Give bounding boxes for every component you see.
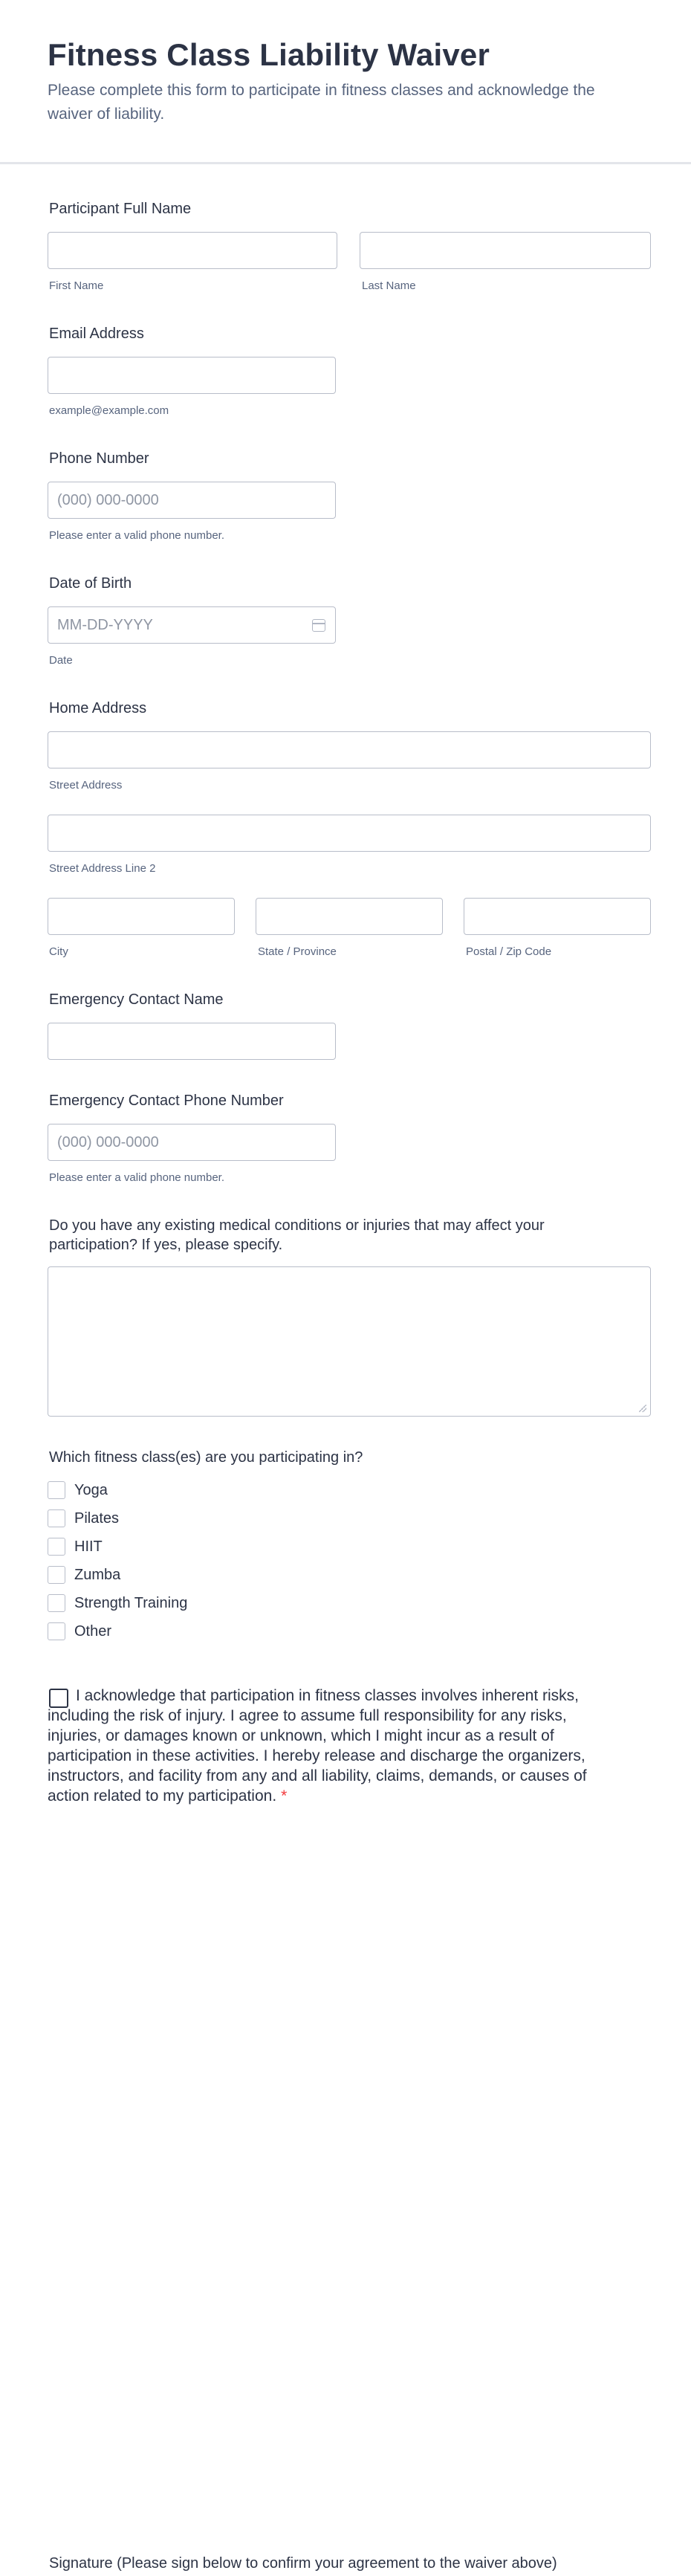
class-option-label: Strength Training	[74, 1594, 188, 1611]
medical-textarea[interactable]	[48, 1266, 651, 1417]
class-option-label: Other	[74, 1622, 112, 1640]
city-input[interactable]	[48, 898, 235, 935]
checkbox-other[interactable]	[48, 1622, 65, 1640]
form-subtitle: Please complete this form to participate in fitness classes and acknowledge the waiver of liability.	[48, 82, 595, 123]
checkbox-strength-training[interactable]	[48, 1594, 65, 1612]
class-option[interactable]	[48, 1622, 111, 1640]
emergency-phone-sublabel: Please enter a valid phone number.	[49, 1171, 224, 1184]
street-address-line2-sublabel: Street Address Line 2	[49, 862, 156, 875]
last-name-sublabel: Last Name	[362, 279, 416, 292]
address-label: Home Address	[49, 700, 147, 716]
email-sublabel: example@example.com	[49, 404, 169, 417]
email-input[interactable]	[48, 357, 336, 394]
zip-sublabel: Postal / Zip Code	[466, 945, 552, 958]
medical-label: Do you have any existing medical conditions or injuries that may affect your participation? If yes, please specify.	[49, 1217, 545, 1253]
phone-label: Phone Number	[49, 450, 149, 467]
acknowledge-text	[48, 1686, 590, 1806]
zip-input[interactable]	[464, 898, 651, 935]
class-option[interactable]	[48, 1509, 119, 1527]
phone-input[interactable]	[48, 482, 336, 519]
header-divider	[0, 162, 691, 164]
class-option-label: Pilates	[74, 1509, 120, 1527]
emergency-name-label: Emergency Contact Name	[49, 991, 224, 1008]
class-option-label: HIIT	[74, 1538, 103, 1555]
state-sublabel: State / Province	[258, 945, 337, 958]
required-mark: *	[281, 1787, 288, 1805]
street-address-line2-input[interactable]	[48, 815, 651, 852]
dob-input[interactable]	[48, 606, 336, 644]
checkbox-pilates[interactable]	[48, 1509, 65, 1527]
first-name-input[interactable]	[48, 232, 337, 269]
class-option-label: Zumba	[74, 1566, 121, 1583]
last-name-input[interactable]	[360, 232, 651, 269]
signature-label: Signature (Please sign below to confirm your agreement to the waiver above)	[49, 2555, 557, 2572]
class-option[interactable]	[48, 1594, 187, 1612]
checkbox-hiit[interactable]	[48, 1538, 65, 1556]
phone-sublabel: Please enter a valid phone number.	[49, 529, 224, 542]
class-option[interactable]	[48, 1566, 120, 1584]
emergency-name-input[interactable]	[48, 1023, 336, 1060]
state-input[interactable]	[256, 898, 443, 935]
street-address-input[interactable]	[48, 731, 651, 768]
checkbox-zumba[interactable]	[48, 1566, 65, 1584]
class-option-label: Yoga	[74, 1481, 108, 1498]
full-name-label: Participant Full Name	[49, 201, 192, 217]
class-option[interactable]	[48, 1481, 108, 1499]
city-sublabel: City	[49, 945, 68, 958]
acknowledge-label: I acknowledge that participation in fitness classes involves inherent risks, including the risk of injury. I agree to assume full responsibility for any risks, injuries, or damages known or unknown, which I might incur as a result of participation in these activities. I hereby release and discharge the organizers, instructors, and facility from any and all liability, claims, demands, or causes of action related to my participation.	[48, 1687, 587, 1805]
first-name-sublabel: First Name	[49, 279, 104, 292]
class-option[interactable]	[48, 1538, 103, 1556]
checkbox-yoga[interactable]	[48, 1481, 65, 1499]
email-label: Email Address	[49, 326, 144, 342]
calendar-icon[interactable]	[312, 619, 325, 632]
dob-label: Date of Birth	[49, 575, 132, 592]
emergency-phone-label: Emergency Contact Phone Number	[49, 1093, 284, 1109]
dob-sublabel: Date	[49, 654, 73, 667]
classes-label: Which fitness class(es) are you participating in?	[49, 1449, 363, 1466]
resize-grip-icon[interactable]	[639, 1405, 646, 1412]
street-address-sublabel: Street Address	[49, 779, 123, 792]
emergency-phone-input[interactable]	[48, 1124, 336, 1161]
form-title: Fitness Class Liability Waiver	[48, 37, 490, 72]
